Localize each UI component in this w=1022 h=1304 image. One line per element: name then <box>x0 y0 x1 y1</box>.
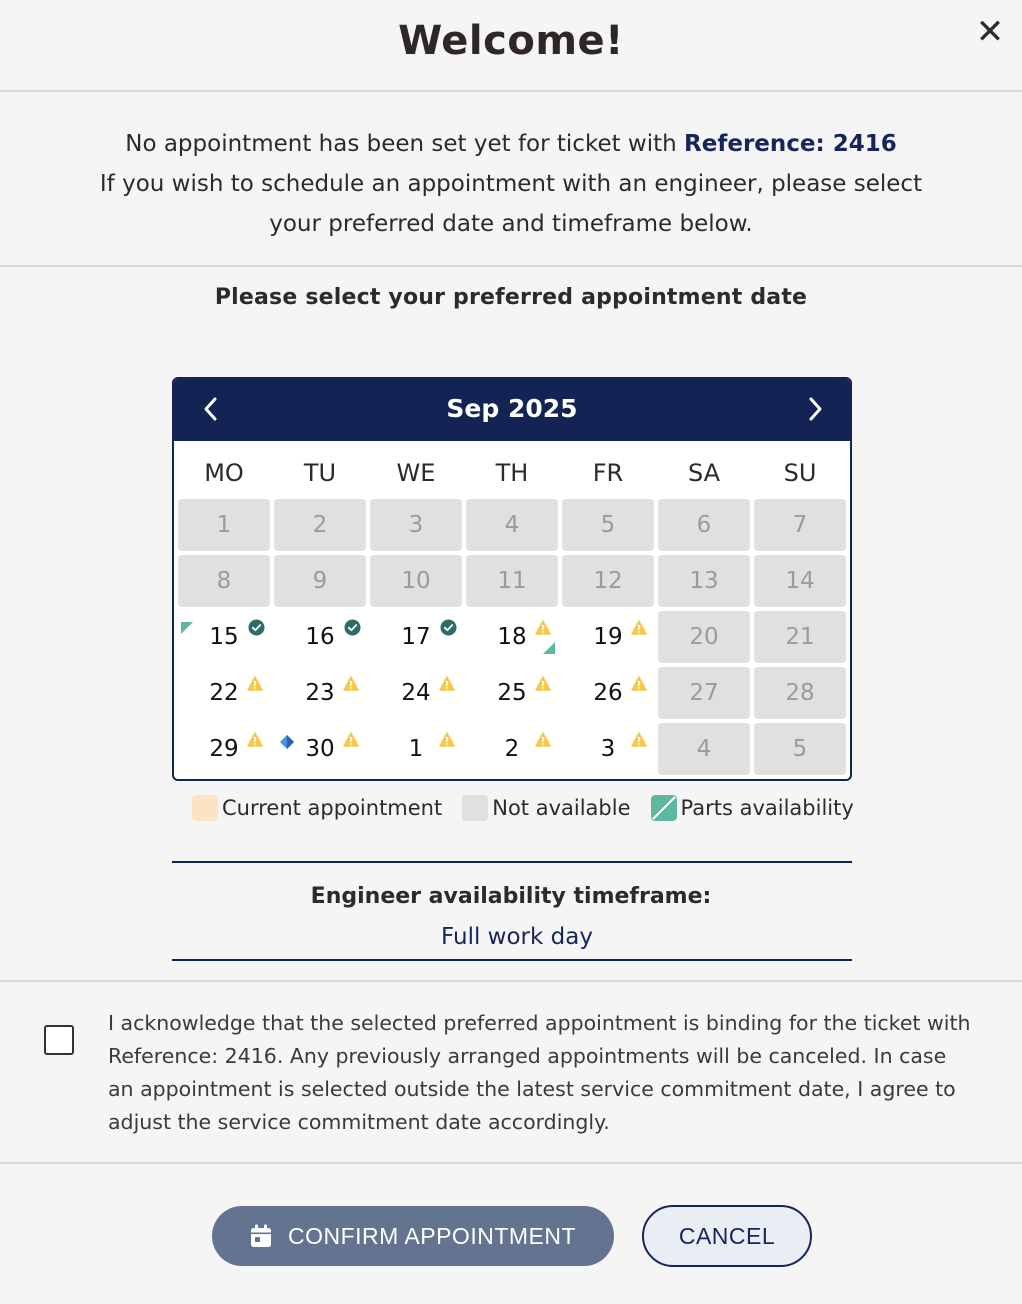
calendar-day-number: 13 <box>689 568 719 594</box>
divider <box>0 1162 1022 1164</box>
weekday-we: WE <box>396 459 436 487</box>
acknowledge-checkbox[interactable] <box>44 1025 74 1055</box>
calendar-day <box>370 499 462 551</box>
calendar <box>172 377 852 781</box>
weekday-header-row <box>174 441 850 499</box>
calendar-day <box>274 555 366 607</box>
calendar-legend <box>192 793 874 823</box>
calendar-day-number: 4 <box>504 512 520 538</box>
calendar-day[interactable] <box>562 611 654 663</box>
cancel-button[interactable] <box>642 1205 812 1267</box>
calendar-day[interactable] <box>178 667 270 719</box>
calendar-day <box>178 499 270 551</box>
check-circle-icon <box>248 616 265 642</box>
warning-icon <box>631 671 647 697</box>
warning-icon <box>343 727 359 753</box>
calendar-day[interactable] <box>466 667 558 719</box>
check-circle-icon <box>344 616 361 642</box>
diamond-icon <box>279 730 295 756</box>
calendar-day-number: 21 <box>785 624 815 650</box>
calendar-day <box>658 555 750 607</box>
calendar-day-number: 25 <box>497 680 527 706</box>
warning-icon <box>535 671 551 697</box>
legend-not-available-label: Not available <box>492 796 631 820</box>
dialog-header <box>0 0 1022 92</box>
legend-parts-swatch <box>651 795 677 821</box>
timeframe-value[interactable]: Full work day <box>441 924 593 950</box>
calendar-day-number: 29 <box>209 736 239 762</box>
check-circle-icon <box>440 616 457 642</box>
calendar-day-number: 8 <box>216 568 232 594</box>
calendar-day-number: 3 <box>408 512 424 538</box>
intro-text <box>60 124 962 244</box>
weekday-fr: FR <box>592 459 624 487</box>
calendar-day[interactable] <box>370 723 462 775</box>
warning-icon <box>439 727 455 753</box>
legend-parts <box>651 795 854 821</box>
calendar-day <box>754 555 846 607</box>
calendar-icon <box>250 1224 272 1248</box>
calendar-day <box>562 555 654 607</box>
date-section-label: Please select your preferred appointment date <box>214 285 808 310</box>
calendar-day[interactable] <box>466 723 558 775</box>
calendar-day[interactable] <box>370 611 462 663</box>
divider <box>0 980 1022 982</box>
calendar-day <box>466 555 558 607</box>
calendar-day[interactable] <box>562 723 654 775</box>
calendar-day <box>562 499 654 551</box>
calendar-day[interactable] <box>274 667 366 719</box>
calendar-day-number: 1 <box>216 512 232 538</box>
confirm-appointment-label: CONFIRM APPOINTMENT <box>287 1222 577 1249</box>
calendar-day <box>466 499 558 551</box>
calendar-day <box>658 499 750 551</box>
weekday-mo: MO <box>204 459 244 487</box>
cancel-label: CANCEL <box>678 1222 776 1249</box>
timeframe-label: Engineer availability timeframe: <box>310 884 712 909</box>
calendar-day <box>754 723 846 775</box>
calendar-day-number: 1 <box>408 736 424 762</box>
warning-icon <box>439 671 455 697</box>
warning-icon <box>247 727 263 753</box>
calendar-day <box>658 723 750 775</box>
legend-current <box>192 795 442 821</box>
timeframe-top-line <box>172 861 852 863</box>
calendar-day-number: 7 <box>792 512 808 538</box>
calendar-day-number: 18 <box>497 624 527 650</box>
dialog-title: Welcome! <box>398 18 624 64</box>
warning-icon <box>247 671 263 697</box>
calendar-day-number: 9 <box>312 568 328 594</box>
calendar-day-number: 10 <box>401 568 431 594</box>
timeframe-bottom-line <box>172 959 852 961</box>
calendar-day-number: 16 <box>305 624 335 650</box>
calendar-day-number: 19 <box>593 624 623 650</box>
calendar-day[interactable] <box>274 723 366 775</box>
calendar-day <box>274 499 366 551</box>
calendar-day-number: 26 <box>593 680 623 706</box>
intro-line3: your preferred date and timeframe below. <box>269 211 753 237</box>
calendar-day-number: 27 <box>689 680 719 706</box>
calendar-header <box>174 379 850 441</box>
calendar-day-number: 12 <box>593 568 623 594</box>
parts-availability-marker <box>543 634 555 660</box>
intro-line1: No appointment has been set yet for ticket with <box>125 131 685 157</box>
warning-icon <box>631 727 647 753</box>
parts-availability-marker <box>181 614 193 640</box>
weekday-tu: TU <box>303 459 337 487</box>
intro-line2: If you wish to schedule an appointment with an engineer, please select <box>99 171 923 197</box>
weekday-sa: SA <box>687 459 721 487</box>
calendar-day-number: 17 <box>401 624 431 650</box>
calendar-day[interactable] <box>370 667 462 719</box>
calendar-day <box>658 667 750 719</box>
legend-not-available <box>462 795 630 821</box>
calendar-day-number: 28 <box>785 680 815 706</box>
calendar-day-number: 6 <box>696 512 712 538</box>
calendar-day[interactable] <box>274 611 366 663</box>
legend-parts-label: Parts availability <box>680 796 854 820</box>
calendar-day-number: 24 <box>401 680 431 706</box>
calendar-day-number: 20 <box>689 624 719 650</box>
warning-icon <box>631 615 647 641</box>
calendar-day-number: 23 <box>305 680 335 706</box>
calendar-day <box>754 499 846 551</box>
chevron-right-icon[interactable] <box>798 391 834 427</box>
weekday-th: TH <box>495 459 529 487</box>
acknowledge-text: I acknowledge that the selected preferred appointment is binding for the ticket with Reference: 2416. Any previously arranged appointments will be canceled. In case an appointment is selected outside the latest service commitment date, I agree to adjust the service commitment date accordingly. <box>108 1011 971 1134</box>
calendar-day-number: 14 <box>785 568 815 594</box>
legend-not-available-swatch <box>462 795 488 821</box>
warning-icon <box>343 671 359 697</box>
calendar-day-number: 11 <box>497 568 527 594</box>
calendar-month-label: Sep 2025 <box>446 394 578 423</box>
ticket-reference: Reference: 2416 <box>684 131 897 157</box>
calendar-day <box>754 667 846 719</box>
calendar-day-number: 22 <box>209 680 239 706</box>
warning-icon <box>535 727 551 753</box>
calendar-day-number: 15 <box>209 624 239 650</box>
calendar-day-number: 30 <box>305 736 335 762</box>
calendar-day[interactable] <box>562 667 654 719</box>
calendar-day <box>754 611 846 663</box>
calendar-day <box>178 555 270 607</box>
calendar-day[interactable] <box>466 611 558 663</box>
calendar-day-number: 2 <box>504 736 520 762</box>
calendar-day <box>658 611 750 663</box>
calendar-day[interactable] <box>178 611 270 663</box>
weekday-su: SU <box>783 459 817 487</box>
calendar-day-number: 4 <box>696 736 712 762</box>
legend-current-swatch <box>192 795 218 821</box>
calendar-day[interactable] <box>178 723 270 775</box>
calendar-day <box>370 555 462 607</box>
calendar-day-number: 2 <box>312 512 328 538</box>
calendar-day-number: 3 <box>600 736 616 762</box>
divider <box>0 265 1022 267</box>
confirm-appointment-button[interactable] <box>212 1206 614 1266</box>
calendar-day-number: 5 <box>600 512 616 538</box>
calendar-day-number: 5 <box>792 736 808 762</box>
legend-current-label: Current appointment <box>222 796 443 820</box>
close-icon[interactable]: ✕ <box>975 12 1005 52</box>
